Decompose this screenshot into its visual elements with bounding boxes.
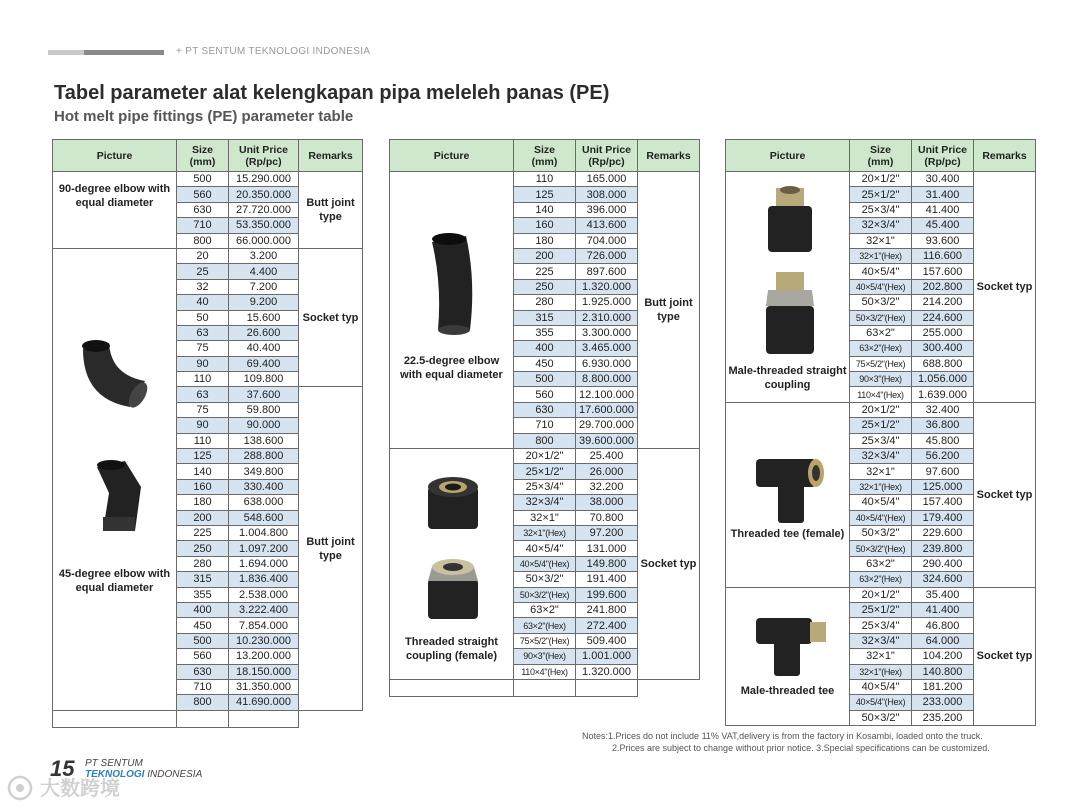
size-cell: 450 xyxy=(514,356,576,371)
price-cell: 40.400 xyxy=(229,341,299,356)
price-cell: 17.600.000 xyxy=(576,402,638,417)
elbow-22-5-image xyxy=(420,230,490,338)
elbow-45-image xyxy=(75,329,157,415)
price-cell: 1.925.000 xyxy=(576,295,638,310)
size-cell: 63×2"(Hex) xyxy=(850,572,912,587)
remarks-cell: Butt joint type xyxy=(638,172,700,449)
size-cell: 63×2" xyxy=(850,325,912,340)
size-cell: 280 xyxy=(514,295,576,310)
size-cell: 630 xyxy=(177,202,229,217)
price-cell: 548.600 xyxy=(229,510,299,525)
price-cell: 165.000 xyxy=(576,172,638,187)
price-cell: 726.000 xyxy=(576,248,638,263)
price-cell: 27.720.000 xyxy=(229,202,299,217)
price-cell: 1.056.000 xyxy=(912,372,974,387)
price-cell: 233.000 xyxy=(912,695,974,710)
size-cell: 500 xyxy=(177,633,229,648)
price-cell: 396.000 xyxy=(576,202,638,217)
price-cell: 35.400 xyxy=(912,587,974,602)
remarks-cell: Socket typ xyxy=(638,449,700,680)
price-cell: 241.800 xyxy=(576,602,638,617)
size-cell: 800 xyxy=(177,695,229,710)
size-cell: 110 xyxy=(177,433,229,448)
price-cell: 191.400 xyxy=(576,572,638,587)
table-row xyxy=(53,710,363,727)
price-cell: 29.700.000 xyxy=(576,418,638,433)
col-size: Size (mm) xyxy=(177,140,229,172)
price-cell: 1.001.000 xyxy=(576,649,638,664)
size-cell: 355 xyxy=(514,325,576,340)
price-cell: 288.800 xyxy=(229,449,299,464)
size-cell: 25 xyxy=(177,264,229,279)
size-cell: 50×3/2" xyxy=(514,572,576,587)
size-cell: 40 xyxy=(177,295,229,310)
price-cell: 199.600 xyxy=(576,587,638,602)
size-cell: 200 xyxy=(514,248,576,263)
size-cell: 800 xyxy=(177,233,229,248)
price-cell: 1.320.000 xyxy=(576,279,638,294)
size-cell: 560 xyxy=(177,187,229,202)
size-cell: 25×1/2" xyxy=(850,418,912,433)
size-cell: 63×2"(Hex) xyxy=(850,341,912,356)
size-cell: 20 xyxy=(177,248,229,263)
price-cell: 330.400 xyxy=(229,479,299,494)
remarks-cell: Butt joint type xyxy=(299,172,363,249)
price-cell: 324.600 xyxy=(912,572,974,587)
price-cell: 104.200 xyxy=(912,649,974,664)
price-cell: 1.097.200 xyxy=(229,541,299,556)
size-cell: 32×1"(Hex) xyxy=(850,248,912,263)
size-cell: 110 xyxy=(514,172,576,187)
price-cell: 704.000 xyxy=(576,233,638,248)
male-tee-image xyxy=(754,608,828,678)
size-cell: 40×5/4"(Hex) xyxy=(850,695,912,710)
price-cell: 64.000 xyxy=(912,633,974,648)
price-cell: 6.930.000 xyxy=(576,356,638,371)
size-cell: 225 xyxy=(514,264,576,279)
price-cell: 37.600 xyxy=(229,387,299,402)
header-rule xyxy=(48,50,164,55)
size-cell: 32 xyxy=(177,279,229,294)
size-cell: 90×3"(Hex) xyxy=(514,649,576,664)
price-cell: 13.200.000 xyxy=(229,649,299,664)
size-cell: 32×3/4" xyxy=(850,449,912,464)
product-name: 45-degree elbow with equal diameter xyxy=(58,567,171,594)
price-cell: 18.150.000 xyxy=(229,664,299,679)
size-cell: 40×5/4" xyxy=(514,541,576,556)
page-number: 15 xyxy=(50,756,75,781)
size-cell: 280 xyxy=(177,556,229,571)
size-cell: 125 xyxy=(177,449,229,464)
size-cell: 710 xyxy=(514,418,576,433)
price-cell: 179.400 xyxy=(912,510,974,525)
price-cell: 300.400 xyxy=(912,341,974,356)
size-cell: 32×3/4" xyxy=(514,495,576,510)
size-cell: 160 xyxy=(514,218,576,233)
price-cell: 90.000 xyxy=(229,418,299,433)
price-cell: 290.400 xyxy=(912,556,974,571)
size-cell: 32×1" xyxy=(850,233,912,248)
price-cell: 32.400 xyxy=(912,402,974,417)
price-cell: 131.000 xyxy=(576,541,638,556)
size-cell: 225 xyxy=(177,525,229,540)
price-cell: 181.200 xyxy=(912,679,974,694)
price-cell: 897.600 xyxy=(576,264,638,279)
size-cell: 110×4"(Hex) xyxy=(850,387,912,402)
price-cell: 41.400 xyxy=(912,602,974,617)
table-row xyxy=(53,248,363,263)
price-cell: 7.200 xyxy=(229,279,299,294)
size-cell: 110 xyxy=(177,372,229,387)
size-cell: 140 xyxy=(514,202,576,217)
size-cell: 560 xyxy=(514,387,576,402)
col-unit-price: Unit Price (Rp/pc) xyxy=(912,140,974,172)
size-cell: 32×3/4" xyxy=(850,633,912,648)
size-cell: 800 xyxy=(514,433,576,448)
size-cell: 25×3/4" xyxy=(514,479,576,494)
price-cell: 149.800 xyxy=(576,556,638,571)
size-cell: 25×3/4" xyxy=(850,618,912,633)
price-cell: 3.222.400 xyxy=(229,602,299,617)
price-cell: 688.800 xyxy=(912,356,974,371)
price-cell: 41.690.000 xyxy=(229,695,299,710)
col-picture: Picture xyxy=(390,140,514,172)
size-cell: 630 xyxy=(514,402,576,417)
table-1 xyxy=(52,139,363,728)
col-unit-price: Unit Price (Rp/pc) xyxy=(576,140,638,172)
price-cell: 2.538.000 xyxy=(229,587,299,602)
size-cell: 25×1/2" xyxy=(850,187,912,202)
size-cell: 32×3/4" xyxy=(850,218,912,233)
price-cell: 349.800 xyxy=(229,464,299,479)
price-cell: 1.836.400 xyxy=(229,572,299,587)
picture-cell xyxy=(390,172,514,449)
size-cell: 630 xyxy=(177,664,229,679)
price-cell: 97.200 xyxy=(576,525,638,540)
size-cell: 75 xyxy=(177,341,229,356)
price-cell: 1.004.800 xyxy=(229,525,299,540)
remarks-cell: Socket typ xyxy=(974,172,1036,403)
size-cell: 180 xyxy=(177,495,229,510)
price-cell: 53.350.000 xyxy=(229,218,299,233)
product-name: Male-threaded tee xyxy=(740,684,835,697)
price-cell: 69.400 xyxy=(229,356,299,371)
size-cell: 32×1"(Hex) xyxy=(850,664,912,679)
size-cell: 63×2"(Hex) xyxy=(514,618,576,633)
size-cell: 50×3/2" xyxy=(850,525,912,540)
product-name: Threaded straight coupling (female) xyxy=(405,636,498,663)
size-cell: 180 xyxy=(514,233,576,248)
price-cell: 272.400 xyxy=(576,618,638,633)
price-cell: 8.800.000 xyxy=(576,372,638,387)
size-cell: 90 xyxy=(177,356,229,371)
price-cell: 31.350.000 xyxy=(229,679,299,694)
header-company: + PT SENTUM TEKNOLOGI INDONESIA xyxy=(176,46,371,57)
size-cell: 140 xyxy=(177,464,229,479)
page-subtitle: Hot melt pipe fittings (PE) parameter table xyxy=(54,108,354,125)
size-cell: 25×1/2" xyxy=(850,602,912,617)
size-cell: 250 xyxy=(514,279,576,294)
size-cell: 90 xyxy=(177,418,229,433)
price-cell: 125.000 xyxy=(912,479,974,494)
elbow-45-socket-image xyxy=(83,457,153,537)
coupling-male-hex-image xyxy=(762,268,818,358)
size-cell: 110×4"(Hex) xyxy=(514,664,576,679)
price-cell: 229.600 xyxy=(912,525,974,540)
price-cell: 45.800 xyxy=(912,433,974,448)
size-cell: 50×3/2" xyxy=(850,295,912,310)
size-cell: 32×1"(Hex) xyxy=(514,525,576,540)
col-remarks: Remarks xyxy=(638,140,700,172)
note-line-1: Notes:1.Prices do not include 11% VAT,delivery is from the factory in Kosambi, loaded onto the truck. xyxy=(582,731,983,741)
price-cell: 7.854.000 xyxy=(229,618,299,633)
size-cell: 32×1" xyxy=(850,464,912,479)
size-cell: 500 xyxy=(177,172,229,187)
size-cell: 125 xyxy=(514,187,576,202)
price-cell: 157.400 xyxy=(912,495,974,510)
size-cell: 20×1/2" xyxy=(850,402,912,417)
remarks-cell: Socket typ xyxy=(299,248,363,387)
price-cell: 1.694.000 xyxy=(229,556,299,571)
threaded-tee-image xyxy=(754,445,826,525)
table-row xyxy=(726,172,1036,187)
price-cell: 15.600 xyxy=(229,310,299,325)
size-cell: 32×1"(Hex) xyxy=(850,479,912,494)
size-cell: 25×3/4" xyxy=(850,202,912,217)
col-remarks: Remarks xyxy=(974,140,1036,172)
size-cell: 400 xyxy=(177,602,229,617)
price-cell: 25.400 xyxy=(576,449,638,464)
size-cell: 50×3/2"(Hex) xyxy=(850,310,912,325)
product-name: Male-threaded straight coupling xyxy=(728,365,847,391)
size-cell: 25×1/2" xyxy=(514,464,576,479)
price-cell: 10.230.000 xyxy=(229,633,299,648)
price-cell: 32.200 xyxy=(576,479,638,494)
price-cell: 26.000 xyxy=(576,464,638,479)
size-cell: 32×1" xyxy=(514,510,576,525)
price-cell: 255.000 xyxy=(912,325,974,340)
picture-cell xyxy=(390,449,514,680)
price-cell: 3.300.000 xyxy=(576,325,638,340)
price-cell: 9.200 xyxy=(229,295,299,310)
price-cell: 4.400 xyxy=(229,264,299,279)
watermark-logo xyxy=(4,768,152,808)
price-cell: 116.600 xyxy=(912,248,974,263)
price-cell: 39.600.000 xyxy=(576,433,638,448)
price-cell: 70.800 xyxy=(576,510,638,525)
price-cell: 239.800 xyxy=(912,541,974,556)
picture-cell xyxy=(53,172,177,249)
size-cell: 710 xyxy=(177,218,229,233)
price-cell: 12.100.000 xyxy=(576,387,638,402)
remarks-cell: Socket typ xyxy=(974,402,1036,587)
price-cell: 224.600 xyxy=(912,310,974,325)
price-cell: 56.200 xyxy=(912,449,974,464)
product-name: 22.5-degree elbow with equal diameter xyxy=(400,355,503,381)
price-cell: 45.400 xyxy=(912,218,974,233)
picture-cell xyxy=(726,402,850,587)
price-cell: 36.800 xyxy=(912,418,974,433)
col-size: Size (mm) xyxy=(514,140,576,172)
size-cell: 75×5/2"(Hex) xyxy=(850,356,912,371)
price-cell: 214.200 xyxy=(912,295,974,310)
size-cell: 40×5/4"(Hex) xyxy=(850,510,912,525)
size-cell: 40×5/4" xyxy=(850,495,912,510)
notes xyxy=(582,730,990,754)
price-cell: 308.000 xyxy=(576,187,638,202)
size-cell: 50×3/2"(Hex) xyxy=(514,587,576,602)
price-cell: 15.290.000 xyxy=(229,172,299,187)
size-cell: 20×1/2" xyxy=(514,449,576,464)
footer-company: PT SENTUM TEKNOLOGI INDONESIA xyxy=(85,758,203,780)
price-cell: 59.800 xyxy=(229,402,299,417)
price-cell: 66.000.000 xyxy=(229,233,299,248)
size-cell: 315 xyxy=(514,310,576,325)
product-name: 90-degree elbow with equal diameter xyxy=(58,183,171,209)
price-cell: 109.800 xyxy=(229,372,299,387)
size-cell: 63×2" xyxy=(850,556,912,571)
size-cell: 63 xyxy=(177,387,229,402)
size-cell: 32×1" xyxy=(850,649,912,664)
price-cell: 3.465.000 xyxy=(576,341,638,356)
product-name: Threaded tee (female) xyxy=(730,527,845,540)
size-cell: 315 xyxy=(177,572,229,587)
size-cell: 710 xyxy=(177,679,229,694)
price-cell: 140.800 xyxy=(912,664,974,679)
price-cell: 46.800 xyxy=(912,618,974,633)
size-cell: 25×3/4" xyxy=(850,433,912,448)
price-cell: 157.600 xyxy=(912,264,974,279)
size-cell: 75 xyxy=(177,402,229,417)
size-cell: 50×3/2"(Hex) xyxy=(850,541,912,556)
note-line-2: 2.Prices are subject to change without prior notice. 3.Special specifications can be customized. xyxy=(612,743,990,753)
col-picture: Picture xyxy=(53,140,177,172)
price-cell: 638.000 xyxy=(229,495,299,510)
price-cell: 41.400 xyxy=(912,202,974,217)
size-cell: 160 xyxy=(177,479,229,494)
size-cell: 40×5/4" xyxy=(850,679,912,694)
size-cell: 20×1/2" xyxy=(850,587,912,602)
size-cell: 200 xyxy=(177,510,229,525)
price-cell: 97.600 xyxy=(912,464,974,479)
price-cell: 2.310.000 xyxy=(576,310,638,325)
coupling-female-hex-image xyxy=(422,553,484,623)
price-cell: 235.200 xyxy=(912,710,974,725)
table-row xyxy=(390,679,700,696)
col-remarks: Remarks xyxy=(299,140,363,172)
price-cell: 138.600 xyxy=(229,433,299,448)
size-cell: 40×5/4" xyxy=(850,264,912,279)
price-cell: 93.600 xyxy=(912,233,974,248)
table-row xyxy=(390,449,700,464)
size-cell: 355 xyxy=(177,587,229,602)
col-picture: Picture xyxy=(726,140,850,172)
price-cell: 20.350.000 xyxy=(229,187,299,202)
price-cell: 202.800 xyxy=(912,279,974,294)
size-cell: 450 xyxy=(177,618,229,633)
size-cell: 90×3"(Hex) xyxy=(850,372,912,387)
picture-cell xyxy=(53,248,177,710)
price-cell: 30.400 xyxy=(912,172,974,187)
remarks-cell: Socket typ xyxy=(974,587,1036,726)
coupling-male-image xyxy=(764,184,816,256)
size-cell: 75×5/2"(Hex) xyxy=(514,633,576,648)
size-cell: 40×5/4"(Hex) xyxy=(850,279,912,294)
price-cell: 509.400 xyxy=(576,633,638,648)
price-cell: 1.639.000 xyxy=(912,387,974,402)
table-2 xyxy=(389,139,700,697)
col-unit-price: Unit Price (Rp/pc) xyxy=(229,140,299,172)
price-cell: 413.600 xyxy=(576,218,638,233)
size-cell: 400 xyxy=(514,341,576,356)
price-cell: 31.400 xyxy=(912,187,974,202)
table-row xyxy=(390,172,700,187)
size-cell: 500 xyxy=(514,372,576,387)
col-size: Size (mm) xyxy=(850,140,912,172)
watermark-text: 大数跨境 xyxy=(40,776,120,800)
page-title: Tabel parameter alat kelengkapan pipa meleleh panas (PE) xyxy=(54,82,610,104)
size-cell: 63 xyxy=(177,325,229,340)
size-cell: 50 xyxy=(177,310,229,325)
price-cell: 26.600 xyxy=(229,325,299,340)
size-cell: 250 xyxy=(177,541,229,556)
size-cell: 20×1/2" xyxy=(850,172,912,187)
size-cell: 50×3/2" xyxy=(850,710,912,725)
size-cell: 40×5/4"(Hex) xyxy=(514,556,576,571)
size-cell: 63×2" xyxy=(514,602,576,617)
table-row xyxy=(726,587,1036,602)
price-cell: 38.000 xyxy=(576,495,638,510)
picture-cell xyxy=(726,172,850,403)
price-cell: 1.320.000 xyxy=(576,664,638,679)
price-cell: 3.200 xyxy=(229,248,299,263)
table-3 xyxy=(725,139,1036,726)
remarks-cell: Butt joint type xyxy=(299,387,363,710)
picture-cell xyxy=(726,587,850,726)
table-row xyxy=(726,402,1036,417)
table-row xyxy=(53,172,363,187)
coupling-female-image xyxy=(422,469,484,533)
size-cell: 560 xyxy=(177,649,229,664)
